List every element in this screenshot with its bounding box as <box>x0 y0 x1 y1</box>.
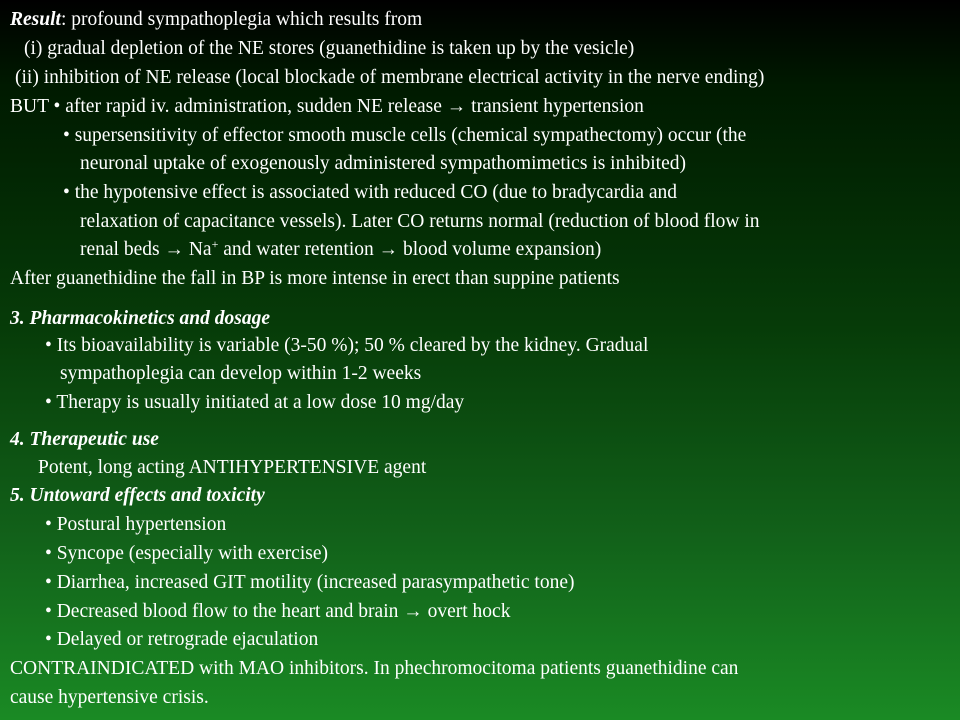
but-item-3-line-2: relaxation of capacitance vessels). Later CO returns normal (reduction of blood flow in <box>80 211 760 232</box>
pharmacokinetics-item-1-line-2: sympathoplegia can develop within 1-2 weeks <box>60 363 422 384</box>
untoward-heading: 5. Untoward effects and toxicity <box>10 485 265 506</box>
contraindicated-line-2: cause hypertensive crisis. <box>10 687 209 708</box>
result-label: Result <box>10 9 61 30</box>
result-intro: : profound sympathoplegia which results from <box>60 9 423 30</box>
after-line: After guanethidine the fall in BP is more intense in erect than suppine patients <box>10 268 620 289</box>
untoward-item: • Delayed or retrograde ejaculation <box>45 629 319 650</box>
but-item-3-line-3-end: and water retention → blood volume expansion) <box>218 239 602 260</box>
but-item-3-line-3-start: renal beds → Na <box>80 239 212 260</box>
but-line <box>10 95 644 119</box>
pharmacokinetics-heading: 3. Pharmacokinetics and dosage <box>10 308 271 329</box>
but-item-2-line-1: • supersensitivity of effector smooth muscle cells (chemical sympathectomy) occur (the <box>63 125 747 146</box>
sodium-superscript: + <box>211 237 219 251</box>
result-point-2: (ii) inhibition of NE release (local blockade of membrane electrical activity in the nerve ending) <box>15 67 765 88</box>
untoward-item: • Decreased blood flow to the heart and brain → overt hock <box>45 601 511 622</box>
result-line <box>10 8 422 32</box>
but-item-1: • after rapid iv. administration, sudden NE release → transient hypertension <box>53 96 644 117</box>
result-point-1: (i) gradual depletion of the NE stores (guanethidine is taken up by the vesicle) <box>24 38 635 59</box>
but-item-2-line-2: neuronal uptake of exogenously administered sympathomimetics is inhibited) <box>80 153 686 174</box>
untoward-item: • Postural hypertension <box>45 514 227 535</box>
but-word: BUT <box>10 96 49 117</box>
untoward-item: • Diarrhea, increased GIT motility (increased parasympathetic tone) <box>45 572 575 593</box>
pharmacokinetics-item-1-line-1: • Its bioavailability is variable (3-50 %); 50 % cleared by the kidney. Gradual <box>45 335 649 356</box>
untoward-item: • Syncope (especially with exercise) <box>45 543 328 564</box>
pharmacokinetics-item-2: • Therapy is usually initiated at a low dose 10 mg/day <box>45 392 465 413</box>
but-item-3-line-1: • the hypotensive effect is associated with reduced CO (due to bradycardia and <box>63 182 678 203</box>
contraindicated-line-1: CONTRAINDICATED with MAO inhibitors. In phechromocitoma patients guanethidine can <box>10 658 739 679</box>
therapeutic-text: Potent, long acting ANTIHYPERTENSIVE agent <box>38 457 427 478</box>
but-item-3-line-3 <box>80 238 601 262</box>
therapeutic-heading: 4. Therapeutic use <box>10 429 159 450</box>
